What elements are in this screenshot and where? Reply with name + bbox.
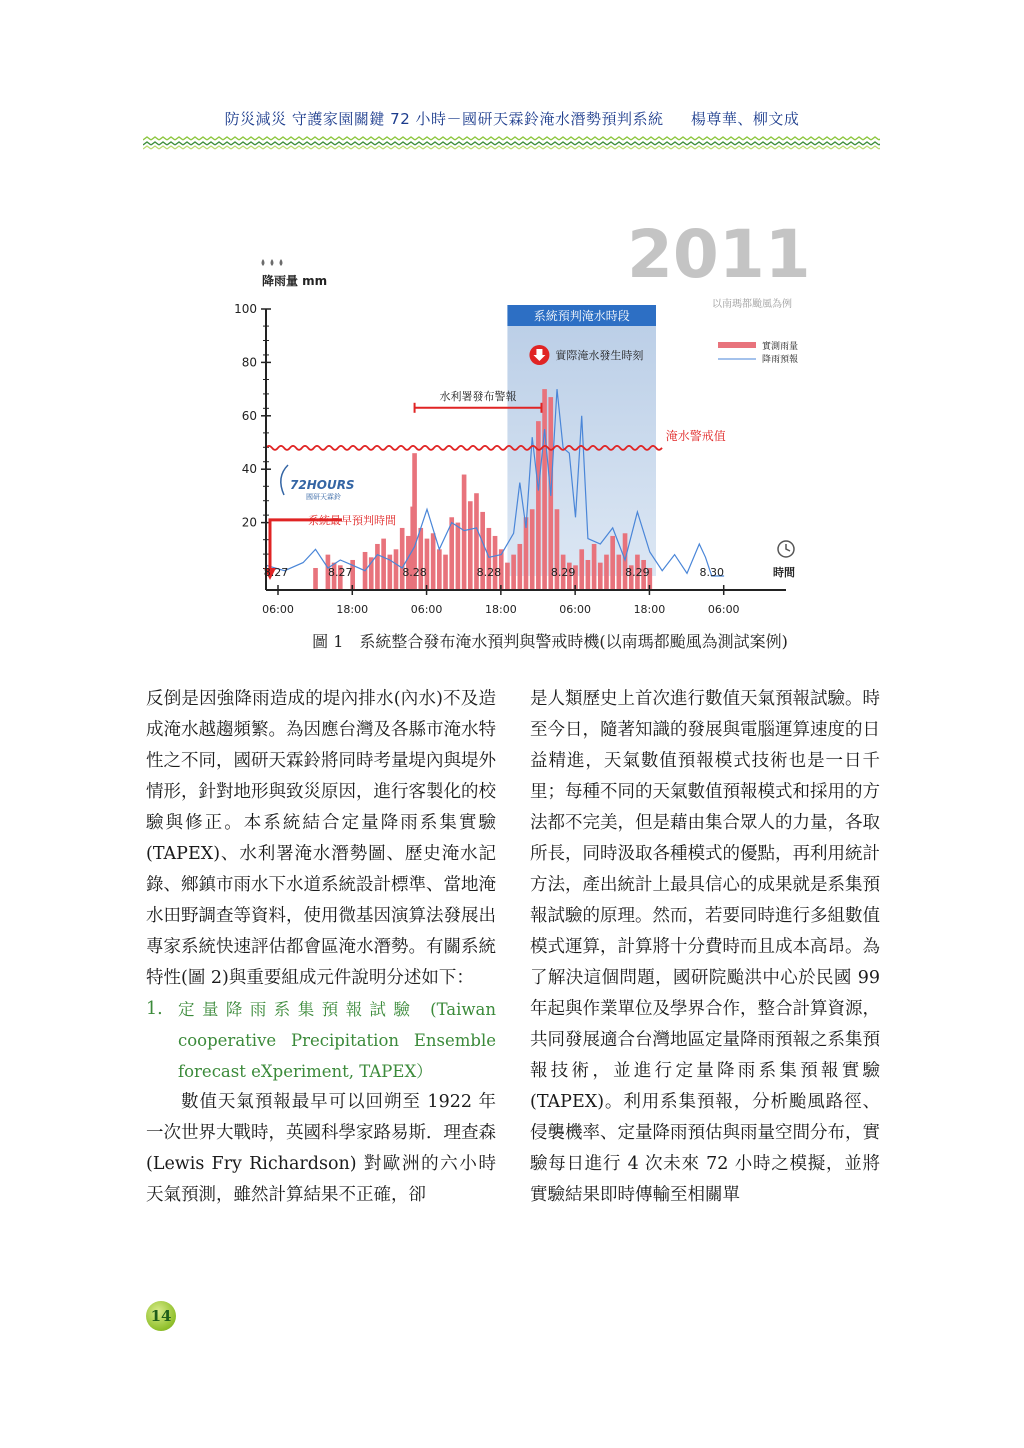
x-time-label: 06:00 <box>262 603 294 616</box>
observed-bar <box>468 501 473 590</box>
actual-flood-label: 實際淹水發生時刻 <box>555 349 644 362</box>
observed-bar <box>586 560 591 590</box>
list-item-tapex <box>146 994 496 1087</box>
observed-bar <box>375 544 380 590</box>
observed-bar <box>425 539 430 590</box>
left-column <box>146 684 496 1211</box>
observed-bar <box>530 509 535 590</box>
rainfall-chart <box>222 215 822 630</box>
observed-bar <box>462 475 467 590</box>
observed-bar <box>406 536 411 590</box>
observed-bar <box>598 563 603 590</box>
left-paragraph-2: 數值天氣預報最早可以回朔至 1922 年一次世界大戰時，英國科學家路易斯．理查森 (Lewis Fry Richardson) 對歐洲的六小時天氣預測，雖然計算結果不正確，卻 <box>146 1092 496 1205</box>
year-title: 2011 <box>627 216 811 293</box>
observed-bar <box>418 528 423 590</box>
observed-bar <box>511 555 516 590</box>
y-axis-title: 降雨量 mm <box>262 274 328 288</box>
observed-bar <box>536 421 541 590</box>
legend <box>718 340 798 365</box>
x-date-label: 8.29 <box>625 566 650 579</box>
rain-drops-icon <box>262 259 283 266</box>
observed-bar <box>381 539 386 590</box>
logo-sub-text: 國研天霖鈴 <box>306 493 341 501</box>
observed-bar <box>505 563 510 590</box>
x-time-label: 18:00 <box>336 603 369 616</box>
observed-bar <box>579 549 584 590</box>
threshold-label: 淹水警戒值 <box>665 428 726 443</box>
right-paragraph: 是人類歷史上首次進行數值天氣預報試驗。時至今日，隨著知識的發展與電腦運算速度的日益精進，天氣數值預報模式技術也是一日千里；每種不同的天氣數值預報模式和採用的方法都不完美，但是藉由集合眾人的力量，各取所長，同時汲取各種模式的優點，再利用統計方法，產出統計上最具信心的成果就是系集預報試驗的原理。然而，若要同時進行多組數值模式運算，計算將十分費時而且成本高昂。為了解決這個問題，國研院颱洪中心於民國 99 年起與作業單位及學界合作，整合計算資源，共同發展適合台灣地區定量降雨預報之系集預報技術，並進行定量降雨系集預報實驗(TAPEX)。利用系集預報，分析颱風路徑、侵襲機率、定量降雨預估與雨量空間分布，實驗每日進行 4 次未來 72 小時之模擬，並將實驗結果即時傳輸至相關單 <box>530 689 880 1205</box>
observed-bar <box>437 549 442 590</box>
x-time-label: 06:00 <box>410 603 443 616</box>
legend-observed-swatch <box>718 342 756 348</box>
observed-bar <box>443 555 448 590</box>
observed-bar <box>517 544 522 590</box>
y-tick-label: 100 <box>234 302 257 316</box>
observed-bar <box>456 523 461 590</box>
warning-label: 水利署發布警報 <box>439 389 517 403</box>
x-date-label: 8.30 <box>699 566 724 579</box>
x-date-label: 8.27 <box>263 566 289 579</box>
left-paragraph: 反倒是因強降雨造成的堤內排水(內水)不及造成淹水越趨頻繁。為因應台灣及各縣市淹水特性之不同，國研天霖鈴將同時考量堤內與堤外情形，針對地形與致災原因，進行客製化的校驗與修正。本系統結合定量降雨系集實驗 (TAPEX)、水利署淹水潛勢圖、歷史淹水記錄、鄉鎮市雨水下水道系統設計標準、當地淹水田野調查等資料，使用微基因演算法發展出專家系統快速評估都會區淹水潛勢。有關系統特性(圖 2)與重要組成元件說明分述如下： <box>146 689 496 988</box>
prediction-window <box>507 305 656 576</box>
observed-bar <box>487 528 492 590</box>
earliest-forecast-label: 系統最早預判時間 <box>308 513 396 527</box>
x-date-label: 8.29 <box>550 566 576 579</box>
observed-bar <box>313 568 318 590</box>
x-date-label: 8.28 <box>476 566 502 579</box>
observed-bar <box>493 536 498 590</box>
x-date-label: 8.27 <box>328 566 353 579</box>
observed-bar <box>604 555 609 590</box>
logo-main-text: 72HOURS <box>290 478 355 492</box>
earliest-arrow-line <box>270 520 342 570</box>
x-time-label: 18:00 <box>485 603 517 616</box>
header-title: 防災減災 守護家園關鍵 72 小時－國研天霖鈴淹水潛勢預判系統 <box>224 110 664 128</box>
figure-caption: 圖 1 系統整合發布淹水預判與警戒時機(以南瑪都颱風為測試案例) <box>312 632 788 651</box>
y-tick-label: 60 <box>241 408 257 423</box>
y-tick-label: 20 <box>241 515 257 530</box>
observed-bar <box>610 536 615 590</box>
legend-observed-label: 實測雨量 <box>762 342 799 352</box>
header-authors: 楊尊華、柳文成 <box>690 110 800 128</box>
x-time-label: 06:00 <box>559 603 591 616</box>
list-item-text: 定量降雨系集預報試驗 (Taiwan cooperative Precipitation Ensemble forecast eXperiment, TAPEX） <box>178 1000 496 1081</box>
x-date-label: 8.28 <box>402 566 427 579</box>
observed-bar <box>400 528 405 590</box>
72hours-logo <box>281 465 355 501</box>
observed-bar <box>449 517 454 590</box>
legend-forecast-label: 降雨預報 <box>762 355 799 365</box>
observed-bar <box>617 555 622 590</box>
running-header <box>0 108 1024 129</box>
x-axis-title: 時間 <box>773 566 795 579</box>
observed-bar <box>431 533 436 590</box>
chart-subtitle: 以南瑪都颱風為例 <box>712 299 792 310</box>
y-tick-label: 40 <box>241 462 257 477</box>
clock-icon <box>778 541 794 557</box>
right-column <box>530 684 880 1211</box>
page-number: 14 <box>146 1301 176 1331</box>
prediction-window-label: 系統預判淹水時段 <box>533 309 630 323</box>
observed-bar <box>524 517 529 590</box>
observed-bar <box>592 544 597 590</box>
observed-bar <box>542 389 547 590</box>
y-tick-label: 80 <box>241 355 257 370</box>
observed-bar <box>394 549 399 590</box>
list-item-number: 1. <box>146 999 163 1019</box>
x-time-label: 06:00 <box>707 603 740 616</box>
x-time-label: 18:00 <box>633 603 666 616</box>
decorative-zigzag-border <box>143 136 880 150</box>
